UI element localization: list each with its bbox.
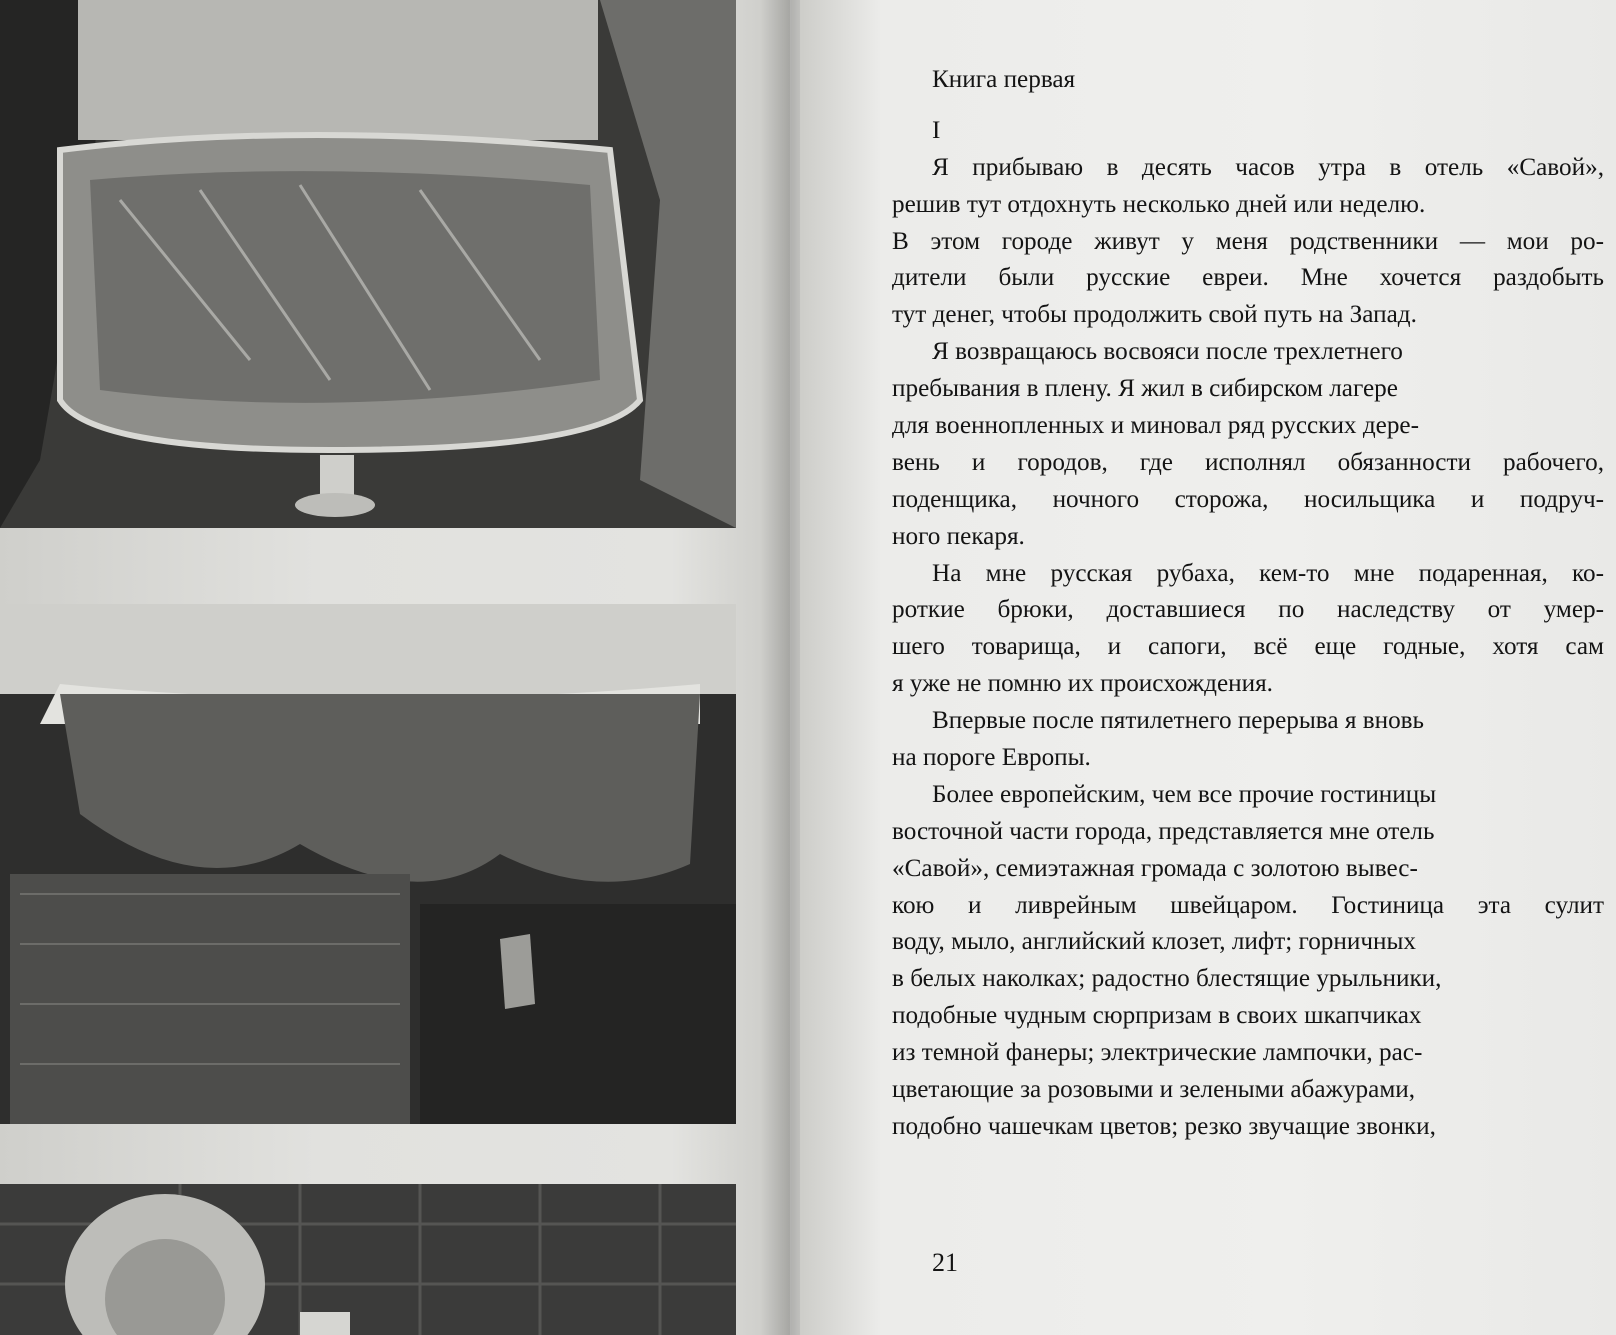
text-line: подобно чашечкам цветов; резко звучащие звонки, <box>892 1112 1436 1140</box>
text-line: в белых наколках; радостно блестящие урыльники, <box>892 965 1442 993</box>
text-line: Я возвращаюсь восвояси после трехлетнего <box>932 338 1403 366</box>
text-line: пребывания в плену. Я жил в сибирском лагере <box>892 375 1398 403</box>
photo-bed-and-rug <box>0 604 736 1124</box>
text-line: В этом городе живут у меня родственники — мои ро- <box>892 227 1604 255</box>
photo-open-suitcase <box>0 0 736 528</box>
text-line: На мне русская рубаха, кем-то мне подаренная, ко- <box>932 559 1604 587</box>
text-line: из темной фанеры; электрические лампочки, рас- <box>892 1039 1423 1067</box>
text-line: воду, мыло, английский клозет, лифт; горничных <box>892 928 1417 956</box>
text-line: решив тут отдохнуть несколько дней или неделю. <box>892 190 1426 218</box>
text-line: роткие брюки, доставшиеся по наследству от умер- <box>892 596 1604 624</box>
text-line: «Савой», семиэтажная громада с золотою вывес- <box>892 854 1418 882</box>
page-number: 21 <box>932 1248 958 1277</box>
text-line: шего товарища, и сапоги, всё еще годные, хотя сам <box>892 633 1604 661</box>
body-text <box>892 150 1604 1146</box>
text-line: подобные чудным сюрпризам в своих шкапчиках <box>892 1002 1422 1030</box>
suitcase-illustration <box>0 0 736 528</box>
text-line: на пороге Европы. <box>892 744 1091 772</box>
right-page <box>800 0 1616 1335</box>
left-page <box>0 0 790 1335</box>
text-line: ного пекаря. <box>892 522 1025 550</box>
text-line: тут денег, чтобы продолжить свой путь на Запад. <box>892 301 1417 329</box>
text-line: Более европейским, чем все прочие гостиницы <box>932 780 1437 808</box>
text-line: Я прибываю в десять часов утра в отель «Савой», <box>932 153 1604 181</box>
text-line: я уже не помню их происхождения. <box>892 670 1273 698</box>
text-line: вень и городов, где исполнял обязанности рабочего, <box>892 448 1604 476</box>
text-line: для военнопленных и миновал ряд русских дере- <box>892 412 1419 440</box>
text-line: поденщика, ночного сторожа, носильщика и подруч- <box>892 485 1604 513</box>
text-line: дители были русские евреи. Мне хочется раздобыть <box>892 264 1604 292</box>
text-line: цветающие за розовыми и зелеными абажурами, <box>892 1076 1416 1104</box>
text-block <box>892 62 1604 1146</box>
bed-illustration <box>0 604 736 1124</box>
photo-bathroom <box>0 1184 736 1335</box>
book-heading: Книга первая <box>932 66 1076 93</box>
text-line: Впервые после пятилетнего перерыва я вновь <box>932 707 1425 735</box>
text-line: кою и ливрейным швейцаром. Гостиница эта сулит <box>892 891 1604 919</box>
bathroom-illustration <box>0 1184 736 1335</box>
chapter-number: I <box>932 116 941 144</box>
text-line: восточной части города, представляется мне отель <box>892 817 1435 845</box>
